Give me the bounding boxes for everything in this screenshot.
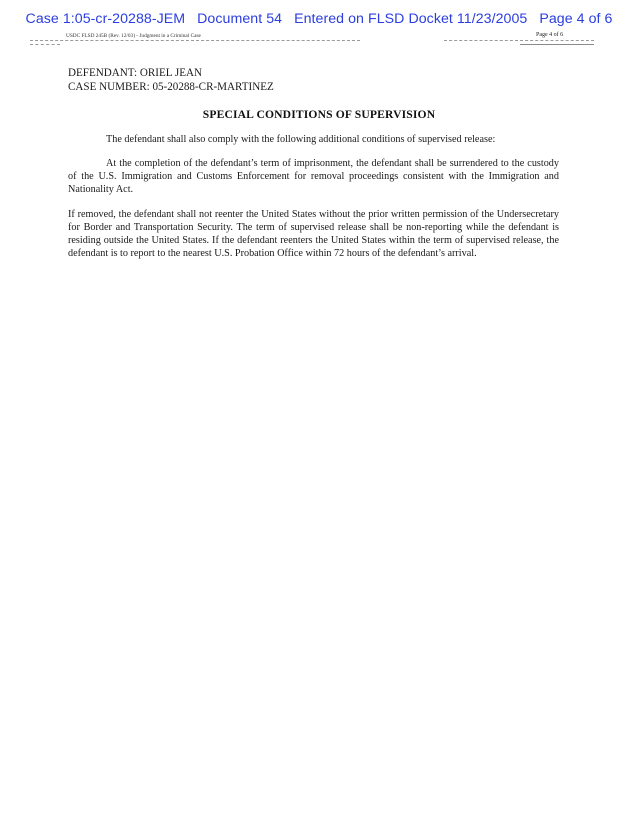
stamp-docket-entry: Entered on FLSD Docket 11/23/2005 <box>294 11 528 27</box>
stamp-document-number: Document 54 <box>197 11 283 27</box>
reentry-paragraph: If removed, the defendant shall not reenter the United States without the prior written permission of the Undersecretary for Border and Transportation Security. The term of supervised release shall be non-reporting while the defendant is residing outside the United States. If the defendant reenters the United States within the term of supervised release, the defendant is to report to the nearest U.S. Probation Office within 72 hours of the defendant’s arrival. <box>68 209 559 259</box>
stamp-page-number: Page 4 of 6 <box>539 11 613 27</box>
page-title: SPECIAL CONDITIONS OF SUPERVISION <box>202 108 436 121</box>
header-divider-left <box>30 40 360 41</box>
header-divider-rule-right <box>520 44 594 45</box>
intro-paragraph: The defendant shall also comply with the following additional conditions of supervised release: <box>106 134 496 145</box>
header-divider-left-lower <box>30 44 60 45</box>
form-identifier: USDC FLSD 245B (Rev. 12/03) - Judgment in a Criminal Case <box>66 33 201 39</box>
stamp-case-number: Case 1:05-cr-20288-JEM <box>25 11 186 27</box>
custody-paragraph: At the completion of the defendant’s term of imprisonment, the defendant shall be surrendered to the custody of the U.S. Immigration and Customs Enforcement for removal proceedings consistent with the Immigration and Nationality Act. <box>68 158 559 195</box>
defendant-name: DEFENDANT: ORIEL JEAN <box>68 67 202 79</box>
header-divider-right <box>444 40 594 41</box>
case-number: CASE NUMBER: 05-20288-CR-MARTINEZ <box>68 81 274 93</box>
ecf-filing-stamp <box>0 11 638 27</box>
form-page-reference: Page 4 of 6 <box>536 32 564 38</box>
